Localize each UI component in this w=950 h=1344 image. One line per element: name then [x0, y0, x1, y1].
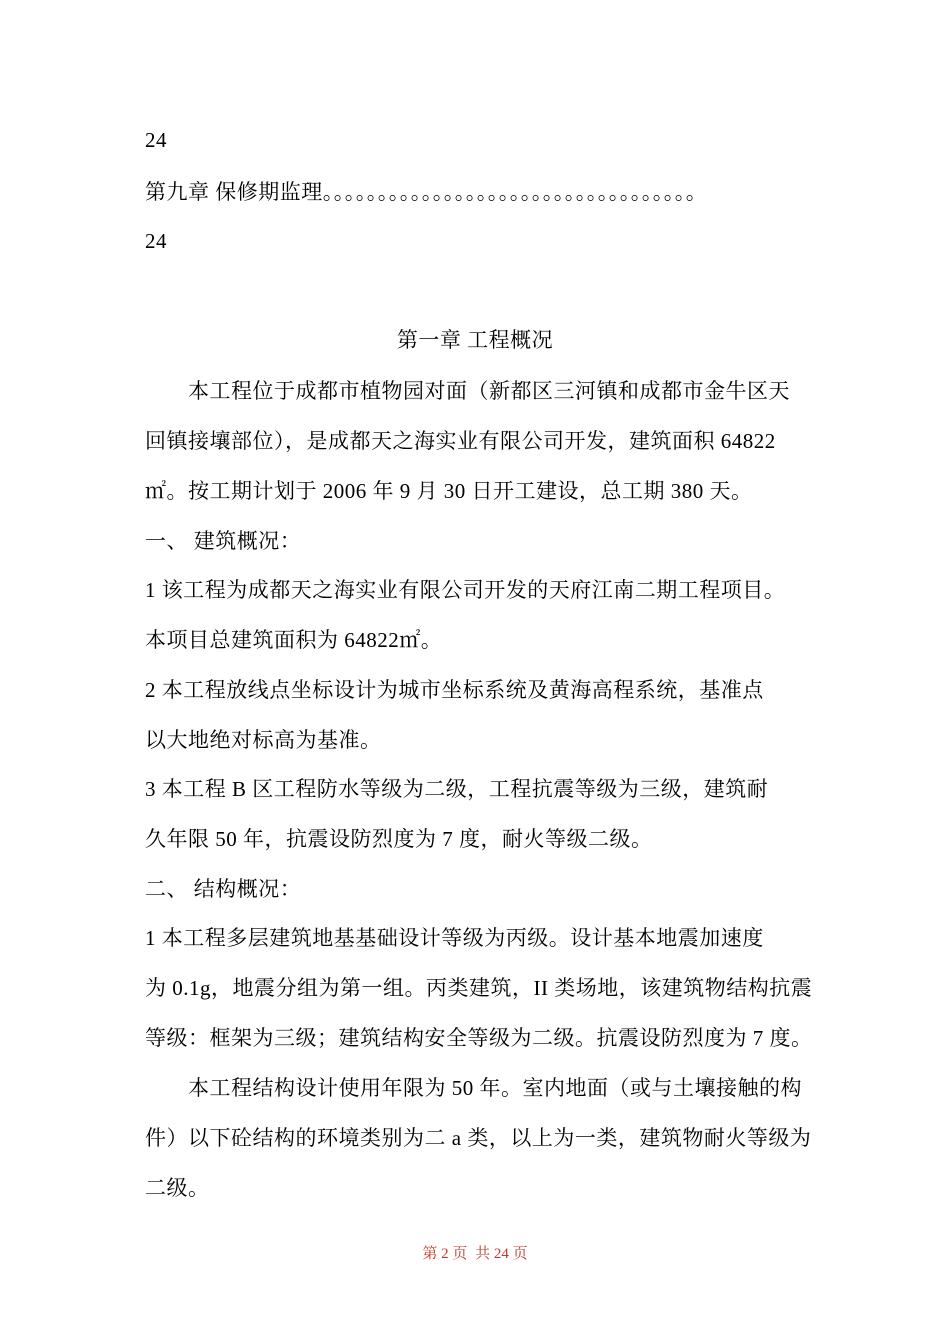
paragraph-line: 为 0.1g，地震分组为第一组。丙类建筑，II 类场地，该建筑物结构抗震: [145, 976, 813, 1000]
paragraph-line: ㎡。按工期计划于 2006 年 9 月 30 日开工建设，总工期 380 天。: [145, 479, 753, 503]
paragraph-line: 3 本工程 B 区工程防水等级为二级，工程抗震等级为三级，建筑耐: [145, 777, 769, 801]
toc-page-number: 24: [145, 128, 167, 152]
chapter-title: 第一章 工程概况: [396, 328, 554, 352]
paragraph-line: 本工程位于成都市植物园对面（新都区三河镇和成都市金牛区天: [188, 379, 790, 403]
footer-page-number: 第 2 页: [422, 1246, 468, 1262]
footer-total-pages: 共 24 页: [475, 1246, 528, 1262]
paragraph-line: 二级。: [145, 1176, 210, 1200]
paragraph-line: 本项目总建筑面积为 64822㎡。: [145, 628, 443, 652]
paragraph-line: 回镇接壤部位），是成都天之海实业有限公司开发，建筑面积 64822: [145, 429, 776, 453]
section-heading: 一、 建筑概况：: [145, 529, 302, 553]
paragraph-line: 以大地绝对标高为基准。: [145, 728, 382, 752]
paragraph-line: 本工程结构设计使用年限为 50 年。室内地面（或与土壤接触的构: [188, 1076, 802, 1100]
paragraph-line: 件）以下砼结构的环境类别为二 a 类，以上为一类，建筑物耐火等级为: [145, 1126, 812, 1150]
paragraph-line: 久年限 50 年，抗震设防烈度为 7 度，耐火等级二级。: [145, 827, 653, 851]
section-heading: 二、 结构概况：: [145, 877, 302, 901]
toc-entry-chapter9: 第九章 保修期监理。。。。。。。。。。。。。。。。。。。。。。。。。。。。。。。。。。: [145, 180, 708, 204]
paragraph-line: 1 本工程多层建筑地基基础设计等级为丙级。设计基本地震加速度: [145, 926, 764, 950]
paragraph-line: 等级：框架为三级；建筑结构安全等级为二级。抗震设防烈度为 7 度。: [145, 1026, 813, 1050]
toc-page-number: 24: [145, 229, 167, 253]
paragraph-line: 1 该工程为成都天之海实业有限公司开发的天府江南二期工程项目。: [145, 578, 786, 602]
paragraph-line: 2 本工程放线点坐标设计为城市坐标系统及黄海高程系统，基准点: [145, 678, 764, 702]
page-footer: [0, 1244, 950, 1264]
